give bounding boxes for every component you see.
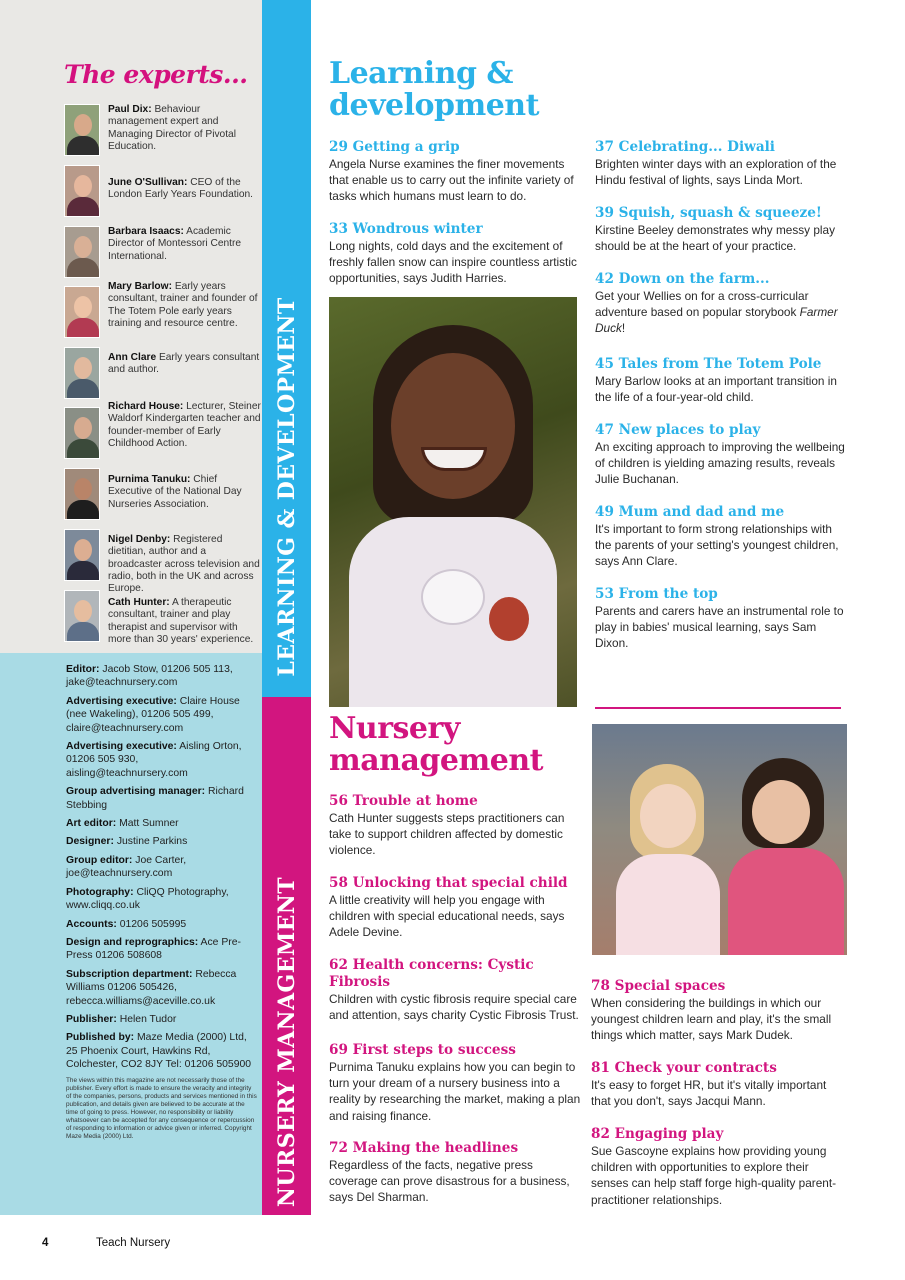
staff-entry: Art editor: Matt Sumner [66,818,179,830]
article-heading: 62 Health concerns: Cystic Fibrosis [329,957,534,990]
expert-photo [64,590,100,642]
smiling-girl-photo [329,297,577,707]
article-summary: A little creativity will help you engage with children with special educational needs, says Adele Devine. [329,893,565,940]
learning-development-band-label: LEARNING & DEVELOPMENT [273,297,300,677]
staff-entry: Subscription department: Rebecca Williams 01206 505426, rebecca.williams@aceville.co.uk [66,968,237,1007]
article[interactable] [595,586,847,652]
expert-name: Nigel Denby: [108,534,171,545]
article[interactable] [329,139,581,205]
expert-photo [64,104,100,156]
article[interactable] [591,1126,849,1208]
expert-desc: Early years consultant and author. [108,352,260,376]
article-heading: 49 Mum and dad and me [595,504,785,520]
article[interactable] [595,356,847,405]
expert-desc: Behaviour management expert and Managing Director of Pivotal Education. [108,104,236,152]
article-heading: 39 Squish, squash & squeeze! [595,205,822,221]
expert-name: Barbara Isaacs: [108,226,184,237]
expert-photo [64,226,100,278]
article-heading: 81 Check your contracts [591,1060,777,1076]
article-heading: 37 Celebrating... Diwali [595,139,775,155]
article[interactable] [329,221,581,287]
article-summary: When considering the buildings in which our youngest children learn and play, it's the small things which matter, says Mark Dudek. [591,996,832,1043]
magazine-name: Teach Nursery [96,1237,171,1249]
article-summary: Mary Barlow looks at an important transition in the life of a four-year-old child. [595,374,837,405]
article-summary: Parents and carers have an instrumental role to play in babies' musical learning, says Sam Dixon. [595,604,844,651]
article-heading: 58 Unlocking that special child [329,875,568,891]
divider-rule [595,707,841,709]
expert-desc: Early years consultant, trainer and founder of The Totem Pole early years training and resource centre. [108,281,258,329]
article-heading: 33 Wondrous winter [329,221,483,237]
article-heading: 29 Getting a grip [329,139,460,155]
expert-desc: CEO of the London Early Years Foundation. [108,177,253,201]
article[interactable] [329,957,581,1023]
two-girls-playing-photo [592,724,847,955]
expert-desc: A therapeutic consultant, trainer and play therapist and supervisor with more than 30 years' experience. [108,597,254,645]
staff-entry: Group editor: Joe Carter, joe@teachnursery.com [66,854,187,880]
page-number: 4 [42,1237,49,1249]
expert-photo [64,407,100,459]
expert-name: Purnima Tanuku: [108,474,191,485]
staff-entry: Advertising executive: Claire House (nee Wakeling), 01206 505 499, claire@teachnursery.com [66,695,240,734]
article-heading: 69 First steps to success [329,1042,516,1058]
article-summary: An exciting approach to improving the wellbeing of children is yielding amazing results, reveals Julie Buchanan. [595,440,845,487]
article[interactable] [595,205,847,254]
expert-photo [64,286,100,338]
expert-desc: Chief Executive of the National Day Nurseries Association. [108,474,242,510]
article-summary: Get your Wellies on for a cross-curricular adventure based on popular storybook Farmer Duck! [595,289,838,336]
expert-desc: Academic Director of Montessori Centre International. [108,226,242,262]
article-heading: 47 New places to play [595,422,761,438]
learning-development-title: Learning & development [329,56,539,123]
staff-entry: Published by: Maze Media (2000) Ltd, 25 Phoenix Court, Hawkins Rd, Colchester, CO2 8JY Tel: 01206 505900 [66,1032,252,1071]
expert-photo [64,468,100,520]
staff-entry: Publisher: Helen Tudor [66,1013,177,1025]
article-summary: It's important to form strong relationships with the parents of your setting's youngest children, says Ann Clare. [595,522,839,569]
article[interactable] [595,139,847,188]
expert-name: June O'Sullivan: [108,177,188,188]
article-heading: 72 Making the headlines [329,1140,519,1156]
expert-name: Mary Barlow: [108,281,172,292]
nursery-management-title: Nursery management [329,711,543,778]
article-summary: Sue Gascoyne explains how providing young children with opportunities to explore their senses can help staff forge high-quality parent-practitioner relationships. [591,1144,837,1207]
article-summary: It's easy to forget HR, but it's vitally important that you don't, says Jacqui Mann. [591,1078,827,1109]
expert-name: Richard House: [108,401,184,412]
article-summary: Purnima Tanuku explains how you can begin to turn your dream of a nursery business into a reality by researching the market, making a plan and raising finance. [329,1060,581,1123]
expert-desc: Lecturer, Steiner Waldorf Kindergarten teacher and founder-member of Early Childhood Action. [108,401,261,449]
article-summary: Children with cystic fibrosis require special care and attention, says charity Cystic Fibrosis Trust. [329,992,579,1023]
article[interactable] [591,978,849,1044]
article-summary: Brighten winter days with an exploration of the Hindu festival of lights, says Linda Mort. [595,157,837,188]
expert-name: Ann Clare [108,352,157,363]
article-summary: Regardless of the facts, negative press coverage can prove disastrous for a business, says Del Sharman. [329,1158,570,1205]
staff-entry: Editor: Jacob Stow, 01206 505 113, jake@teachnursery.com [66,664,233,689]
staff-entry: Accounts: 01206 505995 [66,918,187,930]
expert-desc: Registered dietitian, author and a broadcaster across television and radio, both in the UK and across Europe. [108,534,260,595]
staff-entry: Photography: CliQQ Photography, www.cliqq.co.uk [66,886,229,912]
staff-entry: Group advertising manager: Richard Stebbing [66,786,244,811]
staff-entry: Design and reprographics: Ace Pre-Press 01206 508608 [66,936,241,962]
staff-entry: Advertising executive: Aisling Orton, 01206 505 930, aisling@teachnursery.com [66,741,242,779]
expert-photo [64,165,100,217]
article[interactable] [595,271,847,337]
disclaimer: The views within this magazine are not necessarily those of the publisher. Every effort is made to ensure the veracity and integrity of the companies, persons, products and services mentioned in this publication, and details given are believed to be accurate at the time of going to press. However, no responsibility or liability whatsoever can be accepted for any consequence or repercussion of responding to information or advice given or inferred. Copyright Maze Media (2000) Ltd. [66,1076,257,1141]
article[interactable] [329,1140,581,1206]
article-heading: 78 Special spaces [591,978,726,994]
staff-credits [66,663,258,1141]
article[interactable] [595,504,847,570]
article-heading: 82 Engaging play [591,1126,724,1142]
article-heading: 45 Tales from The Totem Pole [595,356,822,372]
article[interactable] [329,1042,581,1124]
expert-name: Paul Dix: [108,104,152,115]
learning-development-band [262,0,311,697]
article-summary: Angela Nurse examines the finer movements that enable us to carry out the infinite variety of tasks which humans must learn to do. [329,157,574,204]
article-summary: Kirstine Beeley demonstrates why messy play should be at the heart of your practice. [595,223,835,254]
article[interactable] [595,422,847,488]
article-summary: Cath Hunter suggests steps practitioners can take to support children affected by domestic violence. [329,811,565,858]
article[interactable] [329,793,581,859]
article[interactable] [591,1060,849,1109]
nursery-management-band [262,697,311,1215]
staff-entry: Designer: Justine Parkins [66,836,188,848]
article-summary: Long nights, cold days and the excitement of freshly fallen snow can inspire countless artistic opportunities, says Judith Harries. [329,239,577,286]
expert-photo [64,529,100,581]
article-heading: 56 Trouble at home [329,793,478,809]
article[interactable] [329,875,581,941]
article-heading: 53 From the top [595,586,718,602]
article-heading: 42 Down on the farm... [595,271,770,287]
expert-name: Cath Hunter: [108,597,170,608]
nursery-management-band-label: NURSERY MANAGEMENT [273,876,300,1208]
expert-photo [64,347,100,399]
experts-title: The experts... [64,60,248,89]
